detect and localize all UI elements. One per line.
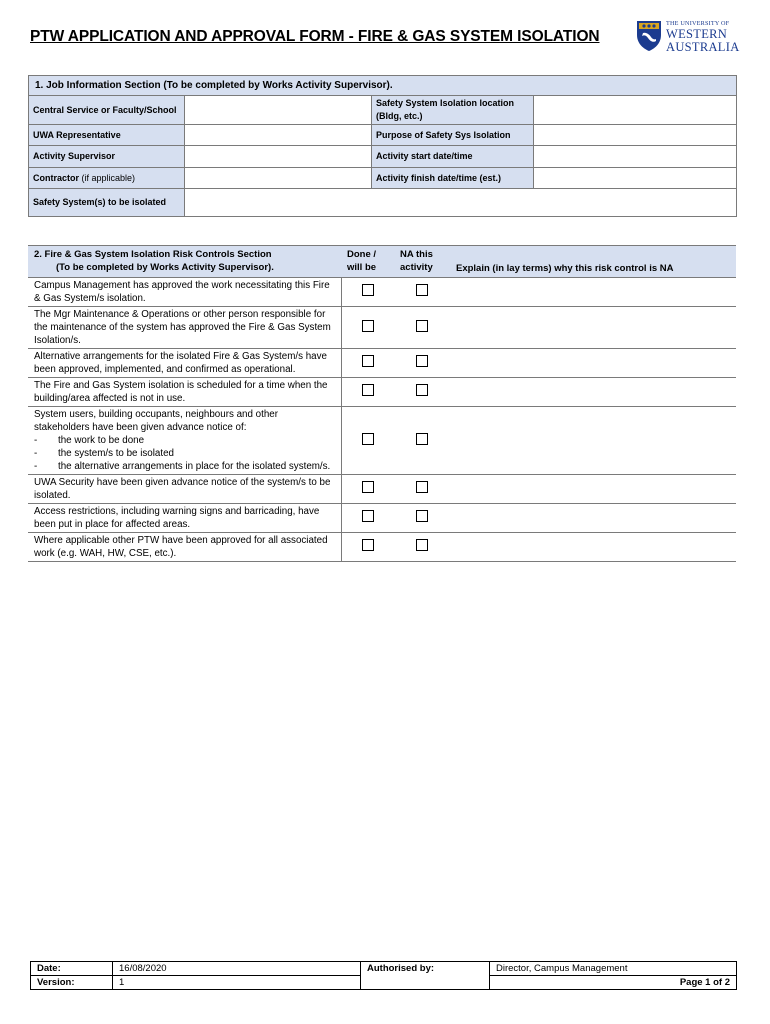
- explain-field[interactable]: [450, 533, 736, 562]
- done-checkbox[interactable]: [362, 539, 374, 551]
- job-information-table: [28, 75, 737, 217]
- date-value: 16/08/2020: [113, 962, 361, 976]
- na-checkbox[interactable]: [416, 284, 428, 296]
- explain-field[interactable]: [450, 278, 736, 307]
- explain-field[interactable]: [450, 475, 736, 504]
- risk-control-cell: [28, 407, 341, 475]
- na-checkbox[interactable]: [416, 320, 428, 332]
- na-checkbox[interactable]: [416, 433, 428, 445]
- explain-field[interactable]: [450, 307, 736, 349]
- logo-text-bot: AUSTRALIA: [666, 39, 740, 54]
- risk-control-text: Campus Management has approved the work necessitating this Fire & Gas System/s isolation.: [28, 278, 341, 307]
- safety-systems-field[interactable]: [185, 189, 737, 217]
- done-checkbox[interactable]: [362, 481, 374, 493]
- contractor-field[interactable]: [185, 168, 372, 189]
- done-checkbox[interactable]: [362, 510, 374, 522]
- risk-control-text: Alternative arrangements for the isolated Fire & Gas System/s have been approved, implemented, and confirmed as operational.: [28, 349, 341, 378]
- purpose-field[interactable]: [534, 125, 737, 146]
- explain-field[interactable]: [450, 504, 736, 533]
- na-checkbox[interactable]: [416, 384, 428, 396]
- safety-systems-label: Safety System(s) to be isolated: [29, 189, 185, 217]
- crest-icon: [636, 20, 662, 52]
- document-footer-table: [30, 961, 737, 990]
- contractor-label: [29, 168, 185, 189]
- done-checkbox[interactable]: [362, 355, 374, 367]
- done-checkbox[interactable]: [362, 433, 374, 445]
- authorised-value: Director, Campus Management: [490, 962, 737, 976]
- risk-control-text: The Fire and Gas System isolation is scheduled for a time when the building/area affected is not in use.: [28, 378, 341, 407]
- table-row: [28, 278, 736, 307]
- col-done-line1: Done /: [347, 249, 377, 260]
- finish-label: Activity finish date/time (est.): [372, 168, 534, 189]
- na-checkbox[interactable]: [416, 510, 428, 522]
- done-checkbox[interactable]: [362, 284, 374, 296]
- date-label: Date:: [31, 962, 113, 976]
- page-number: Page 1 of 2: [490, 976, 737, 990]
- uwa-rep-label: UWA Representative: [29, 125, 185, 146]
- done-checkbox[interactable]: [362, 384, 374, 396]
- section2-title: [28, 246, 341, 278]
- finish-field[interactable]: [534, 168, 737, 189]
- logo-text-mid: WESTERN: [666, 27, 728, 42]
- explain-field[interactable]: [450, 349, 736, 378]
- uwa-rep-field[interactable]: [185, 125, 372, 146]
- risk-control-text: UWA Security have been given advance notice of the system/s to be isolated.: [28, 475, 341, 504]
- col-na-line2: activity: [400, 262, 433, 273]
- isolation-location-field[interactable]: [534, 96, 737, 125]
- purpose-label: Purpose of Safety Sys Isolation: [372, 125, 534, 146]
- uwa-logo: [636, 20, 740, 54]
- table-row: [28, 533, 736, 562]
- section1-title: 1. Job Information Section (To be completed by Works Activity Supervisor).: [29, 76, 737, 96]
- risk-control-text: Where applicable other PTW have been approved for all associated work (e.g. WAH, HW, CSE, etc.).: [28, 533, 341, 562]
- na-checkbox[interactable]: [416, 481, 428, 493]
- logo-text-top: THE UNIVERSITY OF: [666, 20, 730, 27]
- col-done-header: [341, 246, 394, 278]
- notice-list: [34, 434, 335, 473]
- col-na-line1: NA this: [400, 249, 433, 260]
- section2-title-line1: 2. Fire & Gas System Isolation Risk Controls Section: [34, 249, 272, 260]
- col-done-line2: will be: [347, 262, 377, 273]
- done-checkbox[interactable]: [362, 320, 374, 332]
- explain-field[interactable]: [450, 407, 736, 475]
- na-checkbox[interactable]: [416, 355, 428, 367]
- col-na-header: [394, 246, 450, 278]
- risk-control-text: System users, building occupants, neighbours and other stakeholders have been given advance notice of:: [34, 409, 278, 433]
- risk-control-text: Access restrictions, including warning signs and barricading, have been put in place for affected areas.: [28, 504, 341, 533]
- list-item: - the work to be done: [34, 434, 335, 447]
- table-row: [28, 349, 736, 378]
- version-value: 1: [113, 976, 361, 990]
- activity-supervisor-field[interactable]: [185, 146, 372, 168]
- isolation-location-label: Safety System Isolation location (Bldg, etc.): [372, 96, 534, 125]
- table-row: [28, 378, 736, 407]
- version-label: Version:: [31, 976, 113, 990]
- contractor-label-text: Contractor: [33, 172, 80, 183]
- section2-title-line2: (To be completed by Works Activity Supervisor).: [56, 262, 274, 273]
- start-label: Activity start date/time: [372, 146, 534, 168]
- col-explain-header: Explain (in lay terms) why this risk control is NA: [450, 246, 736, 278]
- table-row: [28, 475, 736, 504]
- central-service-field[interactable]: [185, 96, 372, 125]
- table-row: [28, 504, 736, 533]
- table-row: [28, 407, 736, 475]
- start-field[interactable]: [534, 146, 737, 168]
- risk-controls-table: [28, 245, 736, 562]
- activity-supervisor-label: Activity Supervisor: [29, 146, 185, 168]
- list-item: - the system/s to be isolated: [34, 447, 335, 460]
- explain-field[interactable]: [450, 378, 736, 407]
- central-service-label: Central Service or Faculty/School: [29, 96, 185, 125]
- na-checkbox[interactable]: [416, 539, 428, 551]
- list-item: - the alternative arrangements in place for the isolated system/s.: [34, 460, 335, 473]
- contractor-note: (if applicable): [81, 172, 136, 183]
- authorised-label: Authorised by:: [361, 962, 490, 990]
- risk-control-text: The Mgr Maintenance & Operations or other person responsible for the maintenance of the system has approved the Fire & Gas System Isolation/s.: [28, 307, 341, 349]
- table-row: [28, 307, 736, 349]
- page-title: PTW APPLICATION AND APPROVAL FORM - FIRE & GAS SYSTEM ISOLATION: [30, 28, 600, 45]
